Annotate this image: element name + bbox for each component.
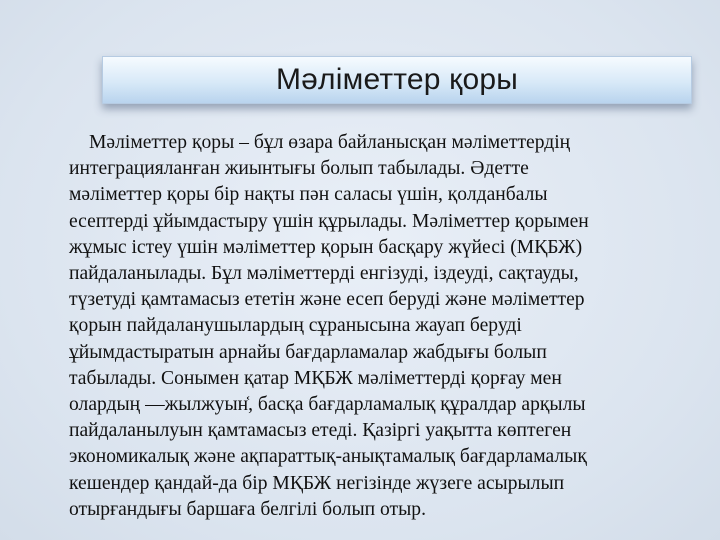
body-line: олардың —жылжуын᷾, басқа бағдарламалық құралдар арқылы <box>69 394 586 416</box>
body-line: қорын пайдаланушылардың сұранысына жауап беруді <box>69 315 522 337</box>
body-line: интеграцияланған жиынтығы болып табылады. Әдетте <box>69 158 529 180</box>
body-line: мәліметтер қоры бір нақты пән саласы үшін, қолданбалы <box>69 184 548 206</box>
slide-title: Мәліметтер қоры <box>275 63 519 96</box>
body-line: ұйымдастыратын арнайы бағдарламалар жабдығы болып <box>69 341 547 363</box>
title-banner <box>102 56 692 104</box>
body-line: отырғандығы баршаға белгілі болып отыр. <box>69 498 426 520</box>
body-line: түзетуді қамтамасыз ететін және есеп беруді және мәліметтер <box>69 289 585 311</box>
body-line: Мәліметтер қоры – бұл өзара байланысқан мәліметтердің <box>89 132 571 153</box>
body-line: экономикалық және ақпараттық-анықтамалық бағдарламалық <box>69 446 587 468</box>
body-line: есептерді ұйымдастыру үшін құрылады. Мәліметтер қорымен <box>69 210 589 232</box>
body-line: жұмыс істеу үшін мәліметтер қорын басқару жүйесі (МҚБЖ) <box>69 236 583 258</box>
body-paragraph <box>69 130 669 523</box>
body-line: пайдаланылуын қамтамасыз етеді. Қазіргі уақытта көптеген <box>69 420 572 442</box>
body-line: табылады. Сонымен қатар МҚБЖ мәліметтерді қорғау мен <box>69 367 562 389</box>
body-line: пайдаланылады. Бұл мәліметтерді енгізуді, іздеуді, сақтауды, <box>69 263 579 285</box>
body-line: кешендер қандай-да бір МҚБЖ негізінде жүзеге асырылып <box>69 472 565 494</box>
